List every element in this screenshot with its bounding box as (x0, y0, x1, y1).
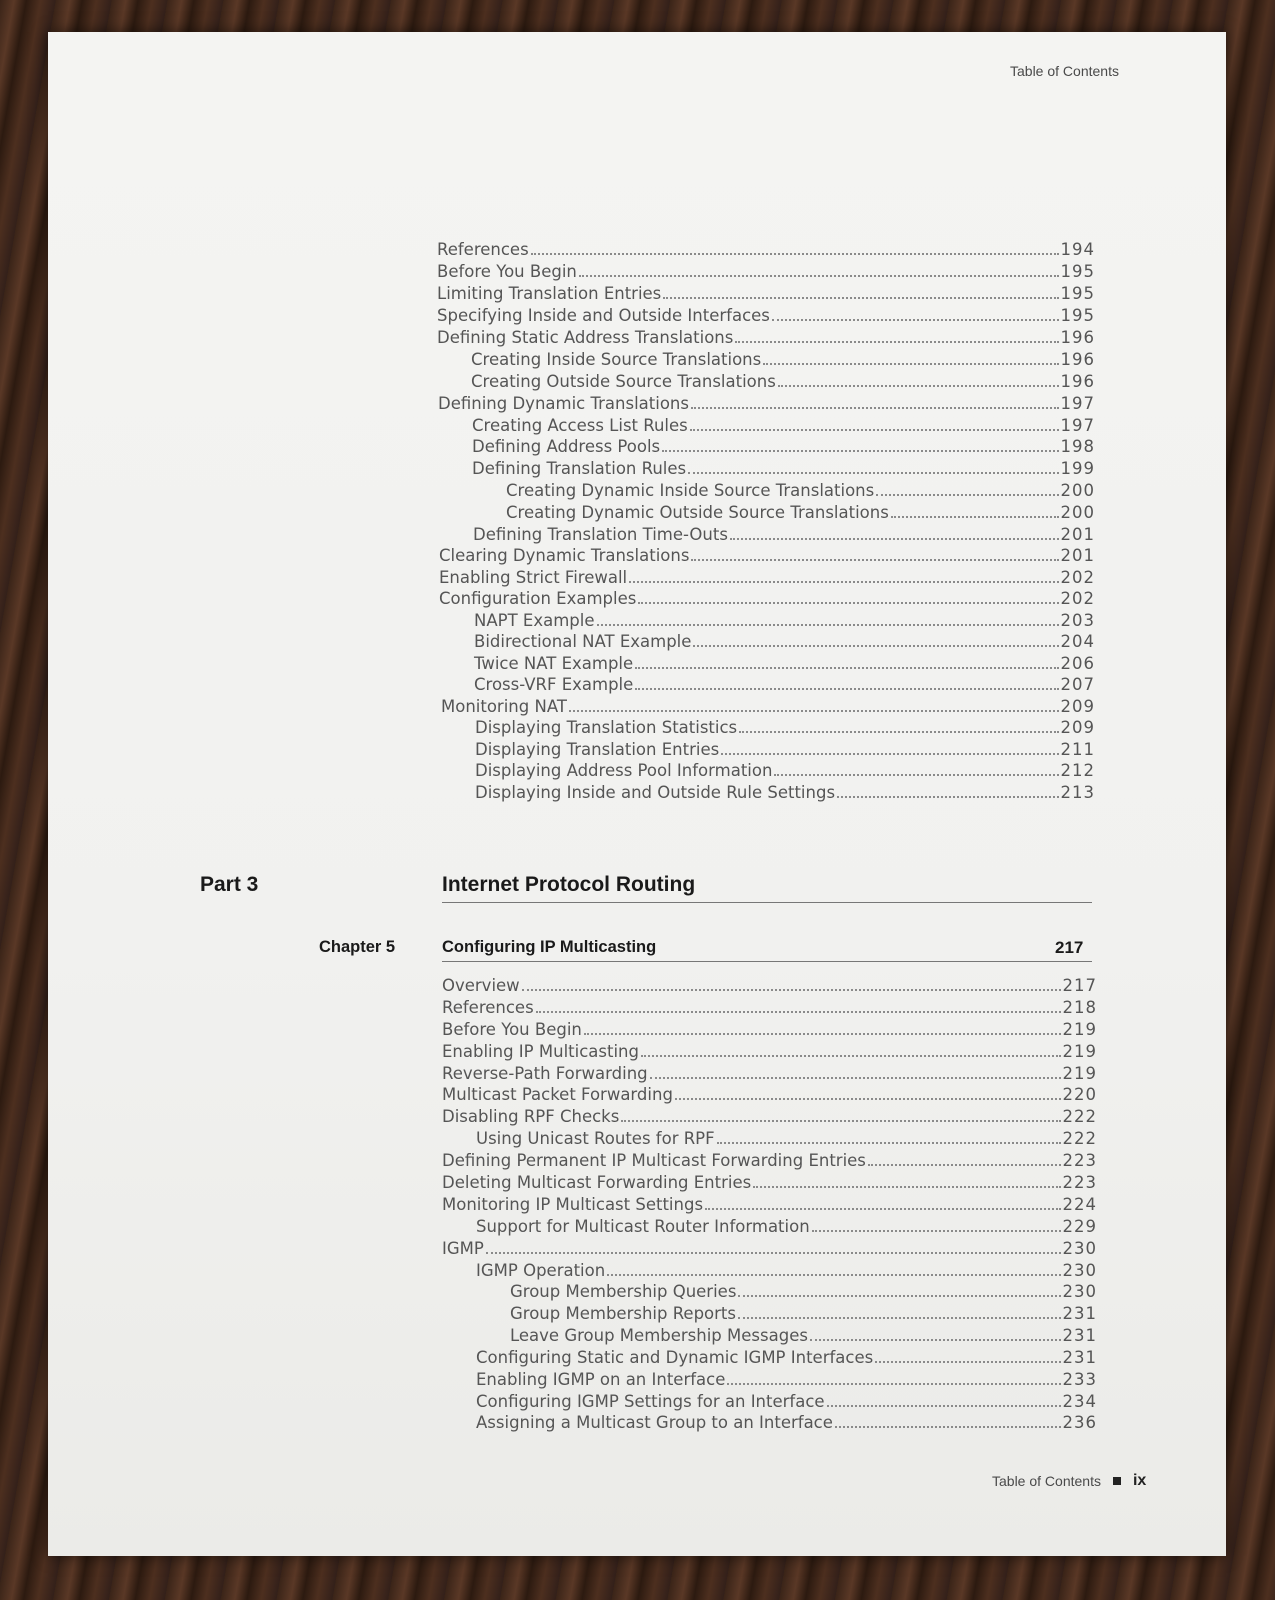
dot-leader (763, 353, 1058, 365)
toc-entry-title: Configuring Static and Dynamic IGMP Interfaces (476, 1348, 874, 1367)
dot-leader (522, 979, 1061, 991)
dot-leader (876, 484, 1058, 496)
part-title: Internet Protocol Routing (442, 873, 696, 896)
toc-entry-title: Limiting Translation Entries (437, 284, 662, 303)
toc-entry (442, 1018, 1097, 1039)
toc-entry (472, 435, 1095, 456)
toc-entry (474, 630, 1095, 651)
toc-entry (476, 1411, 1097, 1432)
toc-entry-title: Deleting Multicast Forwarding Entries (442, 1173, 752, 1192)
toc-entry-title: Disabling RPF Checks (442, 1107, 620, 1126)
dot-leader (650, 1067, 1061, 1079)
toc-entry (437, 282, 1095, 303)
toc-entry (437, 238, 1095, 259)
toc-entry (476, 1259, 1097, 1280)
toc-entry (442, 1171, 1097, 1192)
toc-entry-page: 200 (1060, 503, 1095, 522)
toc-entry (510, 1324, 1097, 1345)
dot-leader (638, 592, 1058, 604)
toc-entry-title: Creating Outside Source Translations (471, 372, 776, 391)
toc-entry (474, 652, 1095, 673)
dot-leader (738, 1285, 1060, 1297)
toc-entry-title: Defining Translation Time-Outs (473, 525, 728, 544)
dot-leader (835, 1416, 1061, 1428)
toc-entry (475, 759, 1095, 780)
dot-leader (891, 506, 1059, 518)
toc-entry-title: Enabling Strict Firewall (439, 568, 628, 587)
dot-leader (778, 375, 1059, 387)
toc-entry-title: Group Membership Reports (510, 1304, 736, 1323)
toc-entry (442, 1083, 1097, 1104)
toc-entry-page: 195 (1060, 284, 1095, 303)
dot-leader (597, 614, 1059, 626)
toc-entry-page: 202 (1060, 589, 1095, 608)
toc-entry-page: 196 (1060, 372, 1095, 391)
toc-entry (510, 1302, 1097, 1323)
dot-leader (837, 786, 1058, 798)
toc-entry-page: 219 (1062, 1042, 1097, 1061)
toc-entry-title: Defining Address Pools (472, 437, 661, 456)
toc-entry-page: 212 (1060, 761, 1095, 780)
dot-leader (727, 1373, 1060, 1385)
toc-entry-title: Specifying Inside and Outside Interfaces (437, 306, 770, 325)
toc-entry-title: Assigning a Multicast Group to an Interface (476, 1413, 833, 1432)
dot-leader (827, 1395, 1061, 1407)
toc-entry (506, 501, 1095, 522)
dot-leader (735, 331, 1058, 343)
toc-entry (439, 587, 1095, 608)
toc-entry (472, 414, 1095, 435)
toc-entry-page: 194 (1060, 240, 1095, 259)
toc-entry-title: Monitoring IP Multicast Settings (442, 1195, 704, 1214)
toc-entry-title: References (437, 240, 529, 259)
toc-entry-page: 195 (1060, 306, 1095, 325)
toc-entry-title: Creating Access List Rules (472, 416, 688, 435)
toc-entry-title: Reverse-Path Forwarding (442, 1064, 648, 1083)
toc-entry (475, 738, 1095, 759)
chapter-label: Chapter 5 (319, 938, 396, 956)
toc-entry-page: 218 (1062, 998, 1097, 1017)
running-head: Table of Contents (1010, 63, 1119, 79)
dot-leader (635, 657, 1058, 669)
toc-entry-page: 196 (1060, 328, 1095, 347)
toc-entry-page: 213 (1060, 783, 1095, 802)
toc-entry (474, 609, 1095, 630)
toc-entry-page: 200 (1060, 481, 1095, 500)
toc-entry-title: Using Unicast Routes for RPF (476, 1129, 715, 1148)
dot-leader (607, 1264, 1060, 1276)
toc-entry-title: Displaying Inside and Outside Rule Settings (475, 783, 836, 802)
toc-entry (438, 392, 1095, 413)
dot-leader (691, 549, 1058, 561)
toc-entry-page: 233 (1062, 1370, 1097, 1389)
toc-entry (474, 673, 1095, 694)
toc-entry-page: 236 (1062, 1413, 1097, 1432)
dot-leader (705, 1198, 1060, 1210)
toc-entry-page: 209 (1060, 718, 1095, 737)
dot-leader (675, 1088, 1061, 1100)
toc-entry-title: Defining Dynamic Translations (438, 394, 689, 413)
toc-entry (476, 1127, 1097, 1148)
dot-leader (721, 743, 1058, 755)
page-footer (992, 1472, 1146, 1490)
dot-leader (739, 721, 1058, 733)
dot-leader (635, 678, 1058, 690)
toc-entry-page: 203 (1060, 611, 1095, 630)
toc-entry-title: Creating Dynamic Inside Source Translations (506, 481, 875, 500)
toc-entry (475, 716, 1095, 737)
toc-entry-title: Cross-VRF Example (474, 675, 634, 694)
toc-entry (473, 523, 1095, 544)
toc-entry (476, 1368, 1097, 1389)
toc-entry (442, 974, 1097, 995)
toc-entry-page: 204 (1060, 632, 1095, 651)
dot-leader (663, 287, 1058, 299)
part-divider (442, 902, 1092, 903)
page-number: ix (1132, 1472, 1147, 1489)
toc-entry-page: 211 (1060, 740, 1095, 759)
toc-entry-page: 230 (1062, 1239, 1097, 1258)
toc-entry (442, 1149, 1097, 1170)
toc-entry-page: 229 (1062, 1217, 1097, 1236)
dot-leader (730, 528, 1059, 540)
toc-entry-title: References (442, 998, 534, 1017)
dot-leader (690, 419, 1059, 431)
toc-entry-page: 231 (1062, 1304, 1097, 1323)
toc-entry-page: 219 (1062, 1064, 1097, 1083)
toc-entry-page: 230 (1062, 1261, 1097, 1280)
toc-entry-page: 196 (1060, 350, 1095, 369)
toc-entry-page: 207 (1060, 675, 1095, 694)
toc-entry (437, 326, 1095, 347)
toc-entry-page: 198 (1060, 437, 1095, 456)
toc-entry-title: Monitoring NAT (441, 697, 567, 716)
toc-entry-title: IGMP (442, 1239, 484, 1258)
dot-leader (693, 635, 1058, 647)
toc-entry (442, 1105, 1097, 1126)
toc-entry-title: Displaying Translation Statistics (475, 718, 738, 737)
toc-entry-title: Defining Permanent IP Multicast Forwarding Entries (442, 1151, 866, 1170)
part-label: Part 3 (200, 873, 259, 896)
chapter-page: 217 (1055, 938, 1084, 957)
toc-entry-title: Twice NAT Example (474, 654, 634, 673)
toc-entry-page: 197 (1060, 416, 1095, 435)
dot-leader (717, 1132, 1061, 1144)
toc-entry-title: Bidirectional NAT Example (474, 632, 692, 651)
square-bullet-icon (1113, 1477, 1121, 1485)
toc-entry-title: Clearing Dynamic Translations (439, 546, 690, 565)
chapter-divider (442, 961, 1092, 962)
toc-entry (442, 996, 1097, 1017)
dot-leader (774, 764, 1058, 776)
toc-entry-page: 224 (1062, 1195, 1097, 1214)
dot-leader (738, 1307, 1061, 1319)
toc-entry (471, 348, 1095, 369)
toc-entry (442, 1193, 1097, 1214)
toc-entry (506, 479, 1095, 500)
dot-leader (875, 1351, 1060, 1363)
footer-label: Table of Contents (992, 1473, 1101, 1489)
toc-entry-title: Displaying Translation Entries (475, 740, 720, 759)
toc-entry-page: 197 (1060, 394, 1095, 413)
dot-leader (641, 1045, 1061, 1057)
toc-entry (441, 695, 1095, 716)
dot-leader (579, 265, 1059, 277)
dot-leader (810, 1329, 1061, 1341)
toc-entry-title: Defining Static Address Translations (437, 328, 734, 347)
dot-leader (536, 1001, 1061, 1013)
toc-entry (510, 1280, 1097, 1301)
dot-leader (531, 243, 1059, 255)
dot-leader (772, 309, 1059, 321)
toc-entry-page: 231 (1062, 1348, 1097, 1367)
toc-entry-page: 219 (1062, 1020, 1097, 1039)
toc-entry (476, 1215, 1097, 1236)
toc-entry-title: Configuration Examples (439, 589, 637, 608)
toc-entry (472, 457, 1095, 478)
toc-entry-title: Overview (442, 976, 520, 995)
toc-entry (442, 1040, 1097, 1061)
toc-entry (442, 1237, 1097, 1258)
toc-entry-page: 222 (1062, 1129, 1097, 1148)
toc-entry (439, 544, 1095, 565)
toc-entry-page: 217 (1062, 976, 1097, 995)
dot-leader (662, 440, 1058, 452)
dot-leader (691, 397, 1059, 409)
toc-entry-page: 195 (1060, 262, 1095, 281)
toc-entry-page: 234 (1062, 1392, 1097, 1411)
toc-entry-title: Creating Dynamic Outside Source Translations (506, 503, 889, 522)
toc-entry-title: NAPT Example (474, 611, 595, 630)
toc-entry-title: Multicast Packet Forwarding (442, 1085, 673, 1104)
toc-entry (476, 1346, 1097, 1367)
toc-entry-title: Defining Translation Rules (472, 459, 687, 478)
toc-entry (439, 566, 1095, 587)
toc-entry-page: 201 (1060, 546, 1095, 565)
toc-entry-title: Displaying Address Pool Information (475, 761, 773, 780)
toc-entry-page: 222 (1062, 1107, 1097, 1126)
chapter-title: Configuring IP Multicasting (442, 938, 657, 956)
dot-leader (621, 1110, 1060, 1122)
toc-entry-page: 223 (1062, 1173, 1097, 1192)
toc-entry-title: IGMP Operation (476, 1261, 606, 1280)
toc-entry-page: 199 (1060, 459, 1095, 478)
toc-entry-title: Enabling IP Multicasting (442, 1042, 639, 1061)
toc-entry-page: 209 (1060, 697, 1095, 716)
toc-entry (437, 304, 1095, 325)
dot-leader (629, 571, 1058, 583)
toc-entry-page: 220 (1062, 1085, 1097, 1104)
dot-leader (753, 1176, 1060, 1188)
toc-entry (471, 370, 1095, 391)
toc-entry (442, 1062, 1097, 1083)
toc-entry-title: Before You Begin (442, 1020, 582, 1039)
toc-entry (437, 260, 1095, 281)
toc-entry (475, 781, 1095, 802)
dot-leader (584, 1023, 1061, 1035)
toc-entry-title: Configuring IGMP Settings for an Interface (476, 1392, 825, 1411)
toc-entry-title: Support for Multicast Router Information (476, 1217, 810, 1236)
toc-entry-title: Leave Group Membership Messages (510, 1326, 808, 1345)
dot-leader (486, 1242, 1061, 1254)
toc-entry-page: 230 (1062, 1282, 1097, 1301)
dot-leader (688, 462, 1058, 474)
toc-entry-title: Group Membership Queries (510, 1282, 737, 1301)
toc-entry-page: 206 (1060, 654, 1095, 673)
dot-leader (569, 700, 1059, 712)
toc-entry-page: 231 (1062, 1326, 1097, 1345)
toc-entry-page: 202 (1060, 568, 1095, 587)
dot-leader (868, 1154, 1061, 1166)
toc-entry-title: Before You Begin (437, 262, 577, 281)
toc-entry-page: 223 (1062, 1151, 1097, 1170)
toc-entry-title: Creating Inside Source Translations (471, 350, 762, 369)
toc-entry (476, 1390, 1097, 1411)
toc-entry-page: 201 (1060, 525, 1095, 544)
toc-entry-title: Enabling IGMP on an Interface (476, 1370, 726, 1389)
dot-leader (812, 1220, 1061, 1232)
